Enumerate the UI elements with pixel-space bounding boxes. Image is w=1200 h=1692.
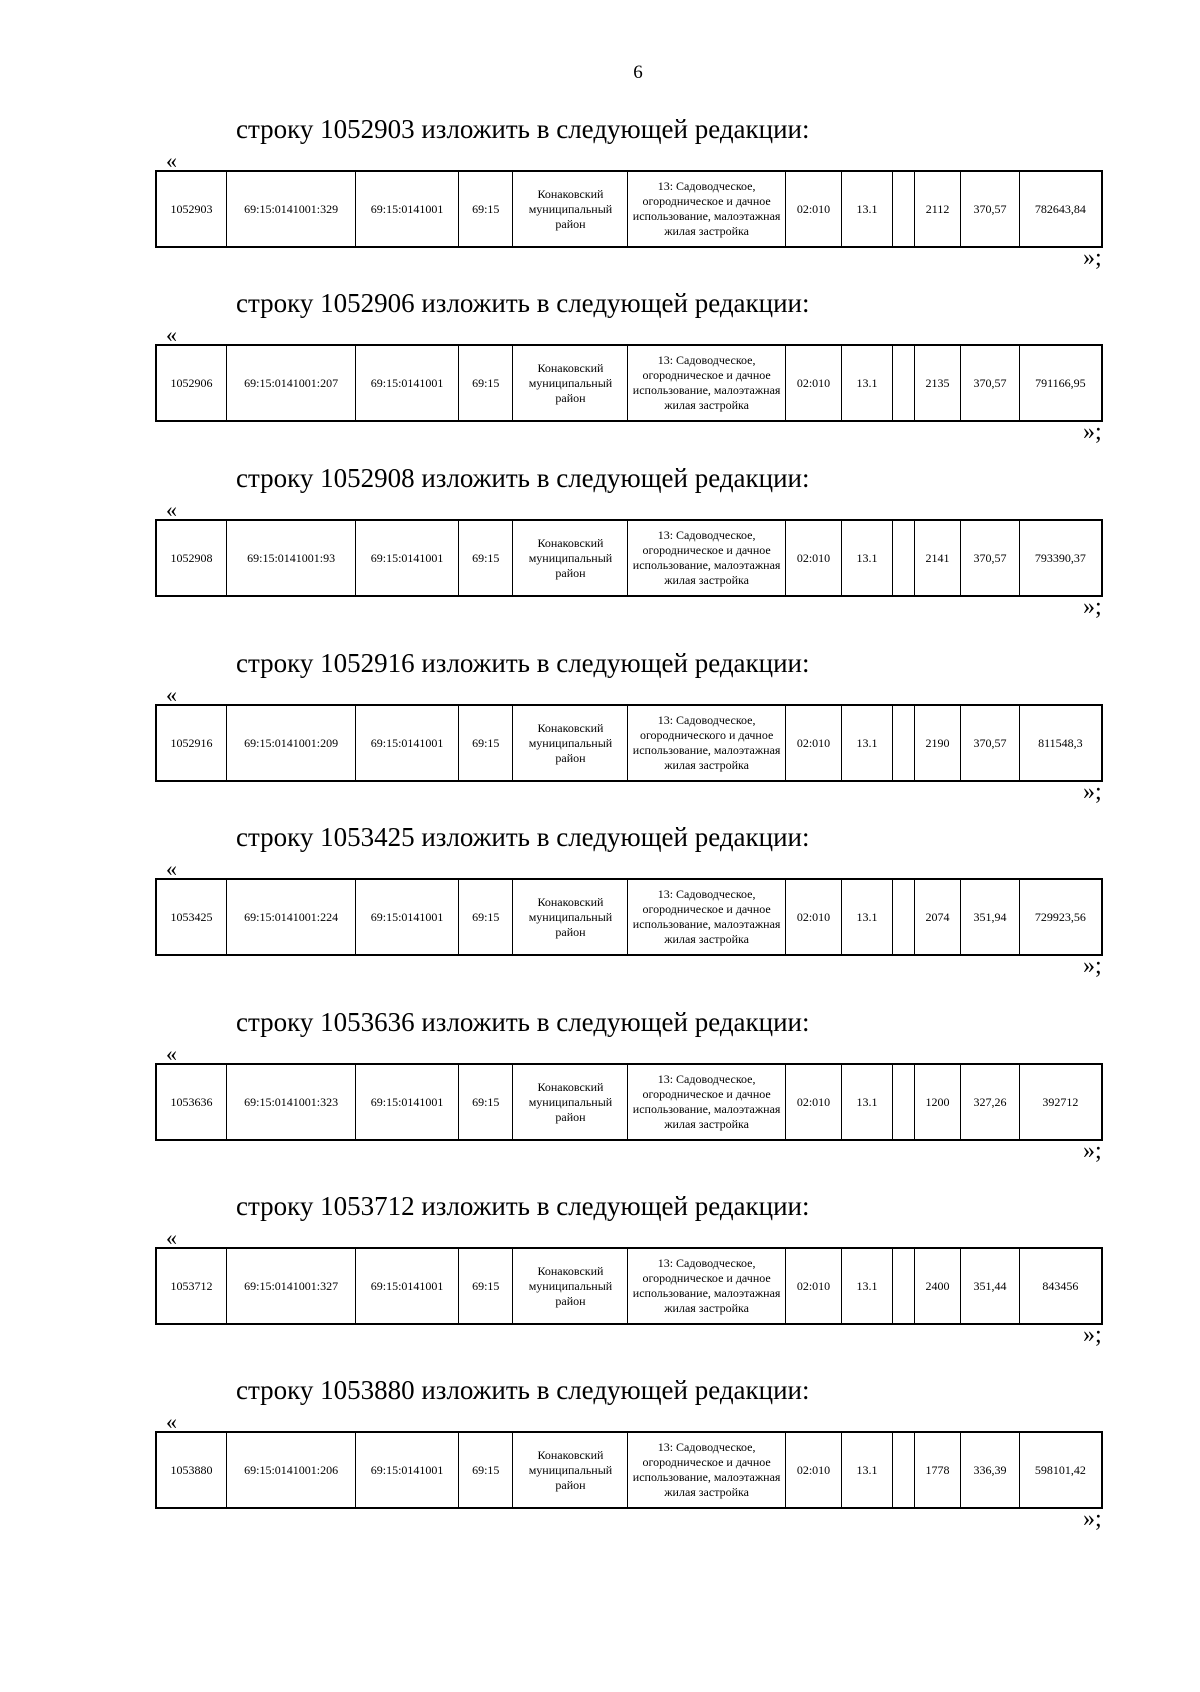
subgroup-code-cell: 13.1 <box>842 520 892 596</box>
close-quote-mark: »; <box>1083 1322 1102 1348</box>
district-code-cell: 69:15 <box>459 1248 513 1324</box>
amendment-section <box>0 461 1200 641</box>
subgroup-code-cell: 13.1 <box>842 1432 892 1508</box>
close-quote-mark: »; <box>1083 779 1102 805</box>
cadastral-number-cell: 69:15:0141001:207 <box>227 345 356 421</box>
table-row <box>156 520 1102 596</box>
district-name-cell: Конаковский муниципальный район <box>513 1248 628 1324</box>
specific-value-cell: 351,94 <box>961 879 1019 955</box>
table-row <box>156 1064 1102 1140</box>
close-quote-mark: »; <box>1083 953 1102 979</box>
cadastral-quarter-cell: 69:15:0141001 <box>356 705 459 781</box>
district-name-cell: Конаковский муниципальный район <box>513 520 628 596</box>
empty-cell <box>892 1432 914 1508</box>
land-use-cell: 13: Садоводческое, огородническое и дачное использование, малоэтажная жилая застройка <box>628 345 785 421</box>
group-code-cell: 02:010 <box>785 705 841 781</box>
amendment-heading: строку 1053880 изложить в следующей редакции: <box>236 1375 810 1405</box>
table-row <box>156 1432 1102 1508</box>
subgroup-code-cell: 13.1 <box>842 705 892 781</box>
row-id-cell: 1052908 <box>156 520 227 596</box>
district-code-cell: 69:15 <box>459 1064 513 1140</box>
land-use-cell: 13: Садоводческое, огородническое и дачное использование, малоэтажная жилая застройка <box>628 1432 785 1508</box>
amendment-heading: строку 1052906 изложить в следующей редакции: <box>236 288 810 318</box>
cadastral-quarter-cell: 69:15:0141001 <box>356 171 459 247</box>
table-row <box>156 345 1102 421</box>
row-id-cell: 1053636 <box>156 1064 227 1140</box>
cadastral-quarter-cell: 69:15:0141001 <box>356 1064 459 1140</box>
area-cell: 2190 <box>914 705 960 781</box>
close-quote-mark: »; <box>1083 594 1102 620</box>
cadastral-number-cell: 69:15:0141001:224 <box>227 879 356 955</box>
row-id-cell: 1053425 <box>156 879 227 955</box>
cadastral-quarter-cell: 69:15:0141001 <box>356 1248 459 1324</box>
group-code-cell: 02:010 <box>785 1432 841 1508</box>
empty-cell <box>892 1248 914 1324</box>
cadastral-value-cell: 791166,95 <box>1019 345 1102 421</box>
subgroup-code-cell: 13.1 <box>842 171 892 247</box>
amendment-section <box>0 286 1200 466</box>
specific-value-cell: 336,39 <box>961 1432 1019 1508</box>
open-quote-mark: « <box>166 322 177 347</box>
cadastral-value-cell: 782643,84 <box>1019 171 1102 247</box>
land-use-cell: 13: Садоводческое, огородническое и дачное использование, малоэтажная жилая застройка <box>628 520 785 596</box>
amended-row-table <box>155 344 1103 422</box>
amendment-section <box>0 820 1200 1000</box>
close-quote-mark: »; <box>1083 245 1102 271</box>
group-code-cell: 02:010 <box>785 879 841 955</box>
land-use-cell: 13: Садоводческое, огородническое и дачное использование, малоэтажная жилая застройка <box>628 1248 785 1324</box>
specific-value-cell: 370,57 <box>961 345 1019 421</box>
open-quote-mark: « <box>166 856 177 881</box>
land-use-cell: 13: Садоводческое, огородническое и дачное использование, малоэтажная жилая застройка <box>628 171 785 247</box>
amendment-section <box>0 646 1200 826</box>
row-id-cell: 1052916 <box>156 705 227 781</box>
open-quote-mark: « <box>166 497 177 522</box>
cadastral-quarter-cell: 69:15:0141001 <box>356 520 459 596</box>
land-use-cell: 13: Садоводческое, огородническое и дачное использование, малоэтажная жилая застройка <box>628 1064 785 1140</box>
row-id-cell: 1053880 <box>156 1432 227 1508</box>
area-cell: 2400 <box>914 1248 960 1324</box>
district-name-cell: Конаковский муниципальный район <box>513 879 628 955</box>
empty-cell <box>892 171 914 247</box>
amended-row-table <box>155 704 1103 782</box>
cadastral-value-cell: 392712 <box>1019 1064 1102 1140</box>
specific-value-cell: 370,57 <box>961 705 1019 781</box>
specific-value-cell: 327,26 <box>961 1064 1019 1140</box>
open-quote-mark: « <box>166 682 177 707</box>
cadastral-number-cell: 69:15:0141001:323 <box>227 1064 356 1140</box>
cadastral-value-cell: 598101,42 <box>1019 1432 1102 1508</box>
amendment-section <box>0 1373 1200 1553</box>
area-cell: 1778 <box>914 1432 960 1508</box>
group-code-cell: 02:010 <box>785 171 841 247</box>
table-row <box>156 1248 1102 1324</box>
district-code-cell: 69:15 <box>459 345 513 421</box>
table-row <box>156 705 1102 781</box>
row-id-cell: 1053712 <box>156 1248 227 1324</box>
group-code-cell: 02:010 <box>785 1248 841 1324</box>
land-use-cell: 13: Садоводческое, огороднического и дачное использование, малоэтажная жилая застройка <box>628 705 785 781</box>
amendment-heading: строку 1052916 изложить в следующей редакции: <box>236 648 810 678</box>
district-code-cell: 69:15 <box>459 171 513 247</box>
district-code-cell: 69:15 <box>459 520 513 596</box>
cadastral-value-cell: 843456 <box>1019 1248 1102 1324</box>
cadastral-value-cell: 811548,3 <box>1019 705 1102 781</box>
group-code-cell: 02:010 <box>785 345 841 421</box>
open-quote-mark: « <box>166 1225 177 1250</box>
subgroup-code-cell: 13.1 <box>842 345 892 421</box>
cadastral-quarter-cell: 69:15:0141001 <box>356 1432 459 1508</box>
amended-row-table <box>155 878 1103 956</box>
open-quote-mark: « <box>166 148 177 173</box>
empty-cell <box>892 1064 914 1140</box>
specific-value-cell: 370,57 <box>961 520 1019 596</box>
amendment-section <box>0 112 1200 292</box>
cadastral-number-cell: 69:15:0141001:209 <box>227 705 356 781</box>
cadastral-value-cell: 729923,56 <box>1019 879 1102 955</box>
subgroup-code-cell: 13.1 <box>842 1248 892 1324</box>
cadastral-number-cell: 69:15:0141001:329 <box>227 171 356 247</box>
empty-cell <box>892 879 914 955</box>
amended-row-table <box>155 1431 1103 1509</box>
area-cell: 1200 <box>914 1064 960 1140</box>
amendment-section <box>0 1005 1200 1185</box>
close-quote-mark: »; <box>1083 419 1102 445</box>
cadastral-number-cell: 69:15:0141001:206 <box>227 1432 356 1508</box>
open-quote-mark: « <box>166 1041 177 1066</box>
close-quote-mark: »; <box>1083 1506 1102 1532</box>
area-cell: 2141 <box>914 520 960 596</box>
row-id-cell: 1052903 <box>156 171 227 247</box>
subgroup-code-cell: 13.1 <box>842 1064 892 1140</box>
amended-row-table <box>155 519 1103 597</box>
group-code-cell: 02:010 <box>785 520 841 596</box>
amendment-section <box>0 1189 1200 1369</box>
cadastral-quarter-cell: 69:15:0141001 <box>356 345 459 421</box>
cadastral-number-cell: 69:15:0141001:93 <box>227 520 356 596</box>
specific-value-cell: 370,57 <box>961 171 1019 247</box>
district-name-cell: Конаковский муниципальный район <box>513 705 628 781</box>
amended-row-table <box>155 1063 1103 1141</box>
subgroup-code-cell: 13.1 <box>842 879 892 955</box>
cadastral-number-cell: 69:15:0141001:327 <box>227 1248 356 1324</box>
cadastral-quarter-cell: 69:15:0141001 <box>356 879 459 955</box>
district-code-cell: 69:15 <box>459 705 513 781</box>
table-row <box>156 879 1102 955</box>
district-code-cell: 69:15 <box>459 1432 513 1508</box>
empty-cell <box>892 520 914 596</box>
district-name-cell: Конаковский муниципальный район <box>513 345 628 421</box>
land-use-cell: 13: Садоводческое, огородническое и дачное использование, малоэтажная жилая застройка <box>628 879 785 955</box>
area-cell: 2112 <box>914 171 960 247</box>
empty-cell <box>892 705 914 781</box>
area-cell: 2074 <box>914 879 960 955</box>
close-quote-mark: »; <box>1083 1138 1102 1164</box>
empty-cell <box>892 345 914 421</box>
amended-row-table <box>155 1247 1103 1325</box>
row-id-cell: 1052906 <box>156 345 227 421</box>
amendment-heading: строку 1052903 изложить в следующей редакции: <box>236 114 810 144</box>
amendment-heading: строку 1052908 изложить в следующей редакции: <box>236 463 810 493</box>
table-row <box>156 171 1102 247</box>
district-name-cell: Конаковский муниципальный район <box>513 1064 628 1140</box>
specific-value-cell: 351,44 <box>961 1248 1019 1324</box>
district-name-cell: Конаковский муниципальный район <box>513 171 628 247</box>
amendment-heading: строку 1053712 изложить в следующей редакции: <box>236 1191 810 1221</box>
group-code-cell: 02:010 <box>785 1064 841 1140</box>
amendment-heading: строку 1053636 изложить в следующей редакции: <box>236 1007 810 1037</box>
district-code-cell: 69:15 <box>459 879 513 955</box>
page-number: 6 <box>633 62 643 83</box>
amended-row-table <box>155 170 1103 248</box>
cadastral-value-cell: 793390,37 <box>1019 520 1102 596</box>
area-cell: 2135 <box>914 345 960 421</box>
amendment-heading: строку 1053425 изложить в следующей редакции: <box>236 822 810 852</box>
open-quote-mark: « <box>166 1409 177 1434</box>
district-name-cell: Конаковский муниципальный район <box>513 1432 628 1508</box>
